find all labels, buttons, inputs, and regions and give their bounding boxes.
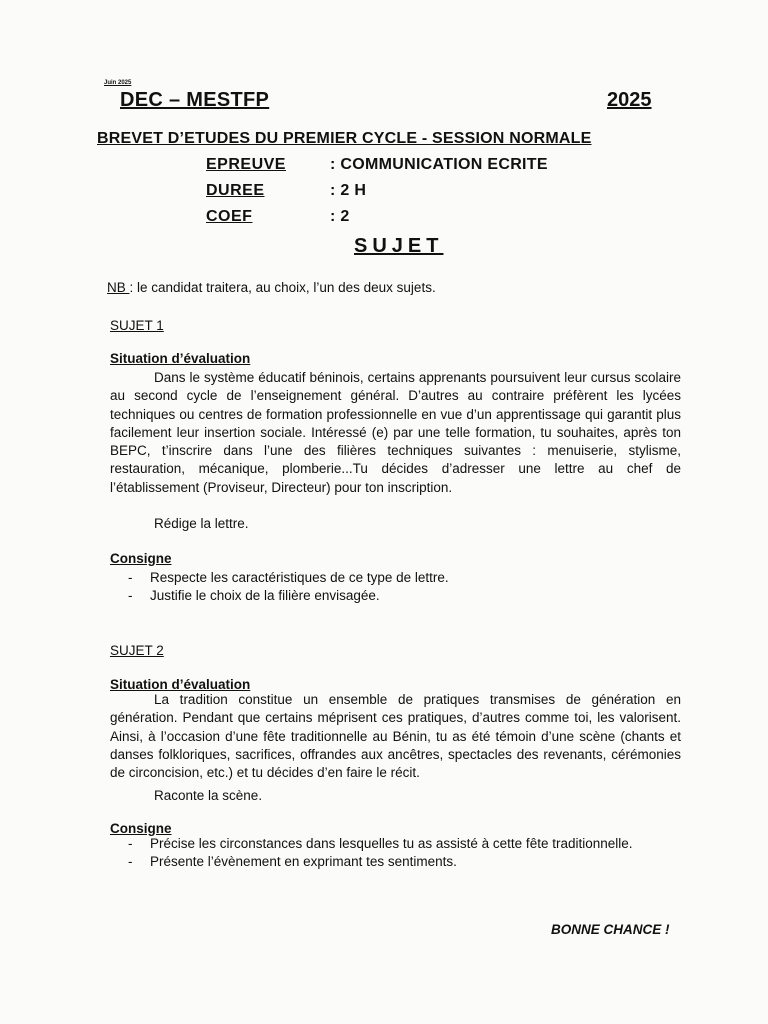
sujet2-task: Raconte la scène. xyxy=(154,788,263,803)
info-label-coef: COEF xyxy=(206,208,253,225)
list-item: - Présente l’évènement en exprimant tes sentiments. xyxy=(126,853,633,871)
page-title: SUJET xyxy=(354,235,444,257)
sujet2-consigne-list xyxy=(126,835,633,872)
date-stamp: Juin 2025 xyxy=(104,80,132,86)
info-value-coef: : 2 xyxy=(330,208,350,225)
exam-year: 2025 xyxy=(607,89,652,111)
sujet2-consigne-heading: Consigne xyxy=(110,821,172,836)
sujet1-consigne-heading: Consigne xyxy=(110,551,172,566)
exam-title: BREVET D’ETUDES DU PREMIER CYCLE - SESSION NORMALE xyxy=(97,130,592,147)
info-label-epreuve: EPREUVE xyxy=(206,156,286,173)
closing-message: BONNE CHANCE ! xyxy=(551,922,670,937)
list-item: - Justifie le choix de la filière envisagée. xyxy=(126,587,449,605)
sujet2-situation-heading: Situation d’évaluation xyxy=(110,677,251,692)
nb-note xyxy=(107,279,436,297)
list-item: - Respecte les caractéristiques de ce type de lettre. xyxy=(126,569,449,587)
sujet2-heading: SUJET 2 xyxy=(110,643,164,658)
sujet1-situation-heading: Situation d’évaluation xyxy=(110,351,251,366)
list-item: - Précise les circonstances dans lesquelles tu as assisté à cette fête traditionnelle. xyxy=(126,835,633,853)
nb-label: NB xyxy=(107,280,130,295)
info-value-epreuve: : COMMUNICATION ECRITE xyxy=(330,156,548,173)
sujet1-situation-text: Dans le système éducatif béninois, certains apprenants poursuivent leur cursus scolaire au second cycle de l’enseignement général. D’autres au contraire préfèrent les lycées techniques ou centres de formation professionnelle en vue d’un apprentissage qui garantit plus facilement leur insertion sociale. Intéressé (e) par une telle formation, tu souhaites, après ton BEPC, t’inscrire dans l’une des filières techniques suivantes : menuiserie, stylisme, restauration, mécanique, plomberie...Tu décides d’adresser une lettre au chef de l’établissement (Proviseur, Directeur) pour ton inscription. xyxy=(110,370,681,495)
info-value-duree: : 2 H xyxy=(330,182,367,199)
info-label-duree: DUREE xyxy=(206,182,265,199)
organization-title: DEC – MESTFP xyxy=(120,89,270,111)
sujet1-heading: SUJET 1 xyxy=(110,318,164,333)
sujet1-task: Rédige la lettre. xyxy=(154,516,249,531)
nb-text: : le candidat traitera, au choix, l’un des deux sujets. xyxy=(129,280,436,295)
sujet1-consigne-list xyxy=(126,569,449,606)
sujet2-situation-text: La tradition constitue un ensemble de pratiques transmises de génération en génération. Pendant que certains méprisent ces pratiques, d’autres comme toi, les valorisent. Ainsi, à l’occasion d’une fête traditionnelle au Bénin, tu as été témoin d’une scène (chants et danses folkloriques, sacrifices, offrandes aux ancêtres, spectacles des revenants, cérémonies de circoncision, etc.) et tu décides d’en faire le récit. xyxy=(110,692,681,781)
